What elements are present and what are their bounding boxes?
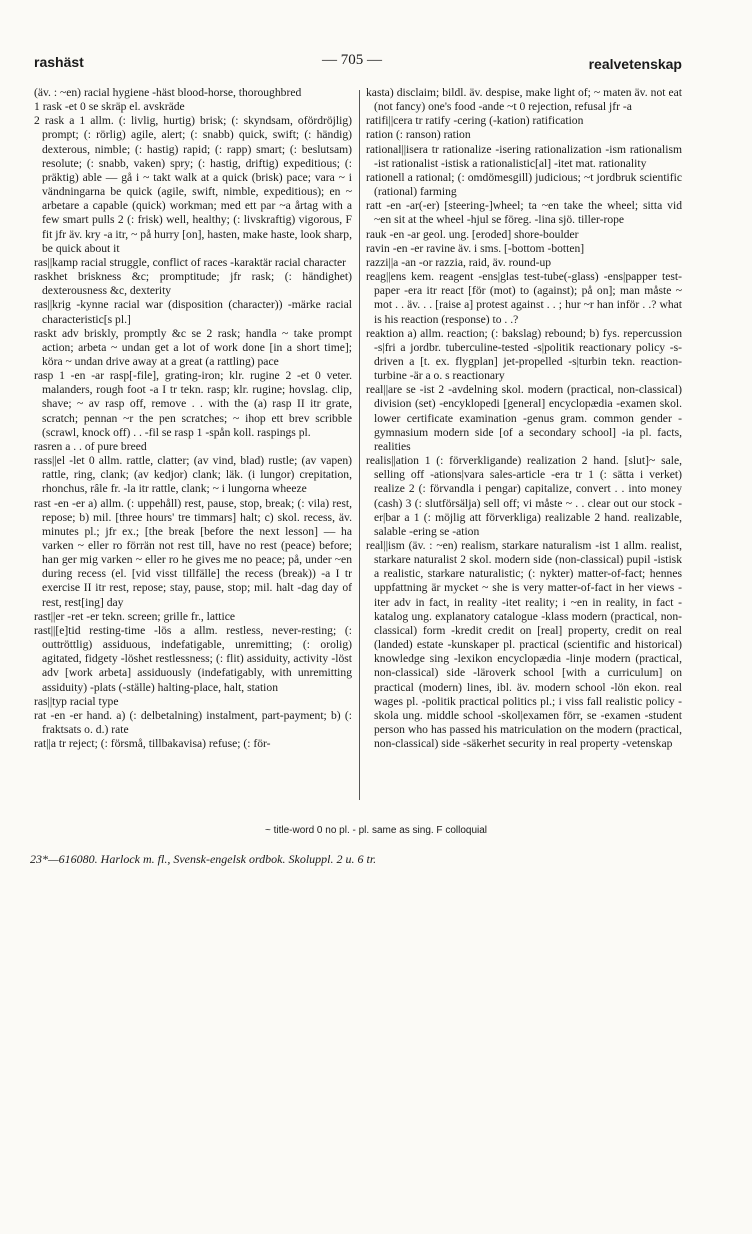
- dictionary-entry: real||are se -ist 2 -avdelning skol. modern (practical, non-classical) division (set) -encyklopedi [general] encyclopædia -examen skol. lower certificate examination -genus gram. common gender -gymnasium modern side [of a secondary school] -ia pl. facts, realities: [366, 383, 682, 453]
- dictionary-entry: ras||kamp racial struggle, conflict of races -karaktär racial character: [34, 255, 347, 269]
- dictionary-entry: ratifi||cera tr ratify -cering (-kation) ratification: [366, 114, 584, 128]
- dictionary-entry: realis||ation 1 (: förverkligande) realization 2 hand. [slut]~ sale, selling off -ations|vara sales-article -era tr 1 (: sätta i verket) realize 2 (: förvandla i pengar) capitalize, convert . . into money (cash) 3 (: slutförsälja) sell off; vi måste ~ . . clear out our stock -er|bar a 1 (: möjlig att förverkliga) realizable 2 hand. realizable, salable -ering se -ation: [366, 454, 682, 538]
- legend-footnote: ~ title-word 0 no pl. - pl. same as sing. F colloquial: [264, 825, 488, 836]
- dictionary-entry: rasren a . . of pure breed: [34, 439, 147, 453]
- right-guide-word: realvetenskap: [588, 56, 682, 72]
- dictionary-entry: ratt -en -ar(-er) [steering-]wheel; ta ~en take the wheel; sitta vid ~en sit at the wheel -hjul se föreg. -lina sjö. tiller-rope: [366, 199, 682, 227]
- printer-imprint: 23*—616080. Harlock m. fl., Svensk-engelsk ordbok. Skoluppl. 2 u. 6 tr.: [30, 852, 377, 866]
- column-divider: [359, 90, 360, 800]
- dictionary-entry: rast||[e]tid resting-time -lös a allm. restless, never-resting; (: outtröttlig) assiduous, indefatigable, unremitting; (: orolig) agitated, fidgety -löshet restlessness; (: flit) assiduity, activity -löst adv [work arbeta] assiduously (indefatigably, with unremitting assiduity) -plats (-ställe) halting-place, halt, station: [34, 623, 352, 694]
- dictionary-entry: rationell a rational; (: omdömesgill) judicious; ~t jordbruk scientific (rational) farming: [366, 170, 682, 199]
- dictionary-entry: 2 rask a 1 allm. (: livlig, hurtig) brisk; (: skyndsam, ofördröjlig) prompt; (: rörlig) agile, alert; (: snabb) quick, swift; (: händig) dexterous, nimble; (: hastig) rapid; (: rapp) smart; (: beslutsam) resolute; (: snabb, vaken) spry; (: hastig, driftig) expeditious; (: präktig) able — gå i ~ takt walk at a quick (brisk) pace; vara ~ i vändningarna be quick (agile, swift, nimble, expeditious); en ~ arbetare a capable (quick) workman; med ett par ~a årtag with a few smart pulls 2 (: frisk) well, healthy; (: livskraftig) vigorous, F fit jfr äv. kry -a itr, ~ på hurry [on], hasten, make haste, look sharp, be quick about it: [34, 114, 352, 255]
- dictionary-entry: kasta) disclaim; bildl. äv. despise, make light of; ~ maten äv. not eat (not fancy) one's food -ande ~t 0 rejection, refusal jfr -a: [366, 86, 682, 114]
- right-column: [366, 86, 682, 808]
- left-column: [34, 86, 352, 808]
- page-number: — 705 —: [322, 52, 382, 68]
- dictionary-entry: rass||el -let 0 allm. rattle, clatter; (av vind, blad) rustle; (av vapen) rattle, ring, clank; (av kedjor) clank; läk. (i lungor) crepitation, rhonchus, râle fr. -la itr rattle, clank; ~ i lungorna wheeze: [34, 454, 352, 496]
- dictionary-entry: ras||krig -kynne racial war (disposition (character)) -märke racial characteristic[s pl.]: [34, 298, 352, 326]
- dictionary-entry: real||ism (äv. : ~en) realism, starkare naturalism -ist 1 allm. realist, starkare naturalist 2 skol. modern side (non-classical) pupil -istisk a realistic, starkare naturalistic; (: nykter) matter-of-fact; hennes uppfattning är mycket ~ she is very matter-of-fact in her views -iter adv in fact, in reality -itet reality; i ~en in reality, in fact -katalog ung. explanatory catalogue -klass modern (practical, non-classical) form -kredit credit on [real] property, credit on real (landed) estate -kunskaper pl. practical (scientific and historical) knowledge sing -lexikon encyclopædia -linje modern (practical, non-classical) side -läroverk school [with a curriculum] on practical (modern) lines, ibl. äv. modern school -lön ekon. real wages pl. -politik practical politics pl.; i viss fall realistic policy -skola ung. middle school -skol|examen förr, se -examen -student person who has passed his matriculation on the modern (practical, non-classical) side -säkerhet security in real property -vetenskap: [366, 539, 682, 751]
- dictionary-entry: rat -en -er hand. a) (: delbetalning) instalment, part-payment; b) (: fraktsats o. d.) rate: [34, 708, 352, 737]
- dictionary-entry: raskhet briskness &c; promptitude; jfr rask; (: händighet) dexterousness &c, dexterity: [34, 270, 352, 298]
- left-guide-word: rashäst: [34, 54, 84, 70]
- dictionary-entry: ras||typ racial type: [34, 694, 119, 708]
- dictionary-entry: rauk -en -ar geol. ung. [eroded] shore-boulder: [366, 227, 579, 241]
- page-header: [24, 48, 682, 70]
- dictionary-entry: raskt adv briskly, promptly &c se 2 rask; handla ~ take prompt action; arbeta ~ undan get a lot of work done [in a short time]; köra ~ undan drive away at a great (a rattling) pace: [34, 326, 352, 368]
- dictionary-entry: ravin -en -er ravine äv. i sms. [-bottom -botten]: [366, 241, 585, 255]
- dictionary-entry: rasp 1 -en -ar rasp[-file], grating-iron; klr. rugine 2 -et 0 veter. malanders, rough foot -a I tr tekn. rasp; klr. rugine; hovslag. clip, shave; ~ av rasp off, remove . . with the (a) rasp II itr grate, scratch; pennan ~r the pen scratches; ~ ihop ett brev scribble (scrawl, knock off) . . -fil se rasp 1 -spån koll. raspings pl.: [34, 369, 352, 439]
- dictionary-entry: reaktion a) allm. reaction; (: bakslag) rebound; b) fys. repercussion -s|fri a jordbr. tuberculine-tested -s|politik reactionary policy -s-driven a [t. ex. flygplan] jet-propelled -s|turbin tekn. reaction-turbine -är a o. s reactionary: [366, 326, 682, 383]
- dictionary-entry: rat||a tr reject; (: försmå, tillbakavisa) refuse; (: för-: [34, 737, 271, 751]
- dictionary-entry: razzi||a -an -or razzia, raid, äv. round-up: [366, 255, 552, 269]
- dictionary-entry: rational||isera tr rationalize -isering rationalization -ism rationalism -ist rationalist -istisk a rationalistic[al] -itet mat. rationality: [366, 142, 682, 170]
- dictionary-entry: reag||ens kem. reagent -ens|glas test-tube(-glass) -ens|papper test-paper -era itr react [för (mot) to (against); på on]; man måste ~ mot . . äv. . . [raise a] protest against . . ; hur ~r han inför . .? what is his reaction (response) to . .?: [366, 270, 682, 326]
- dictionary-entry: 1 rask -et 0 se skräp el. avskräde: [34, 100, 185, 114]
- dictionary-entry: (äv. : ~en) racial hygiene -häst blood-horse, thoroughbred: [34, 86, 302, 99]
- dictionary-entry: rast -en -er a) allm. (: uppehåll) rest, pause, stop, break; (: vila) rest, repose; b) mil. [three hours' tre timmars] halt; c) skol. recess, äv. minutes pl.; jfr ex.; [the break [before the next lesson] — ha varken ~ eller ro förrän not rest till, have no rest (peace) before; han ger mig varken ~ eller ro he gives me no peace; på, under ~en during recess (el. [vid visst tillfälle] the recess (break)) -a I tr exercise II itr rest, repose; stay, pause, stop; mil. halt -dag day of rest, rest[ing] day: [34, 496, 352, 609]
- dictionary-entry: ration (: ranson) ration: [366, 128, 471, 142]
- dictionary-entry: rast||er -ret -er tekn. screen; grille fr., lattice: [34, 609, 235, 623]
